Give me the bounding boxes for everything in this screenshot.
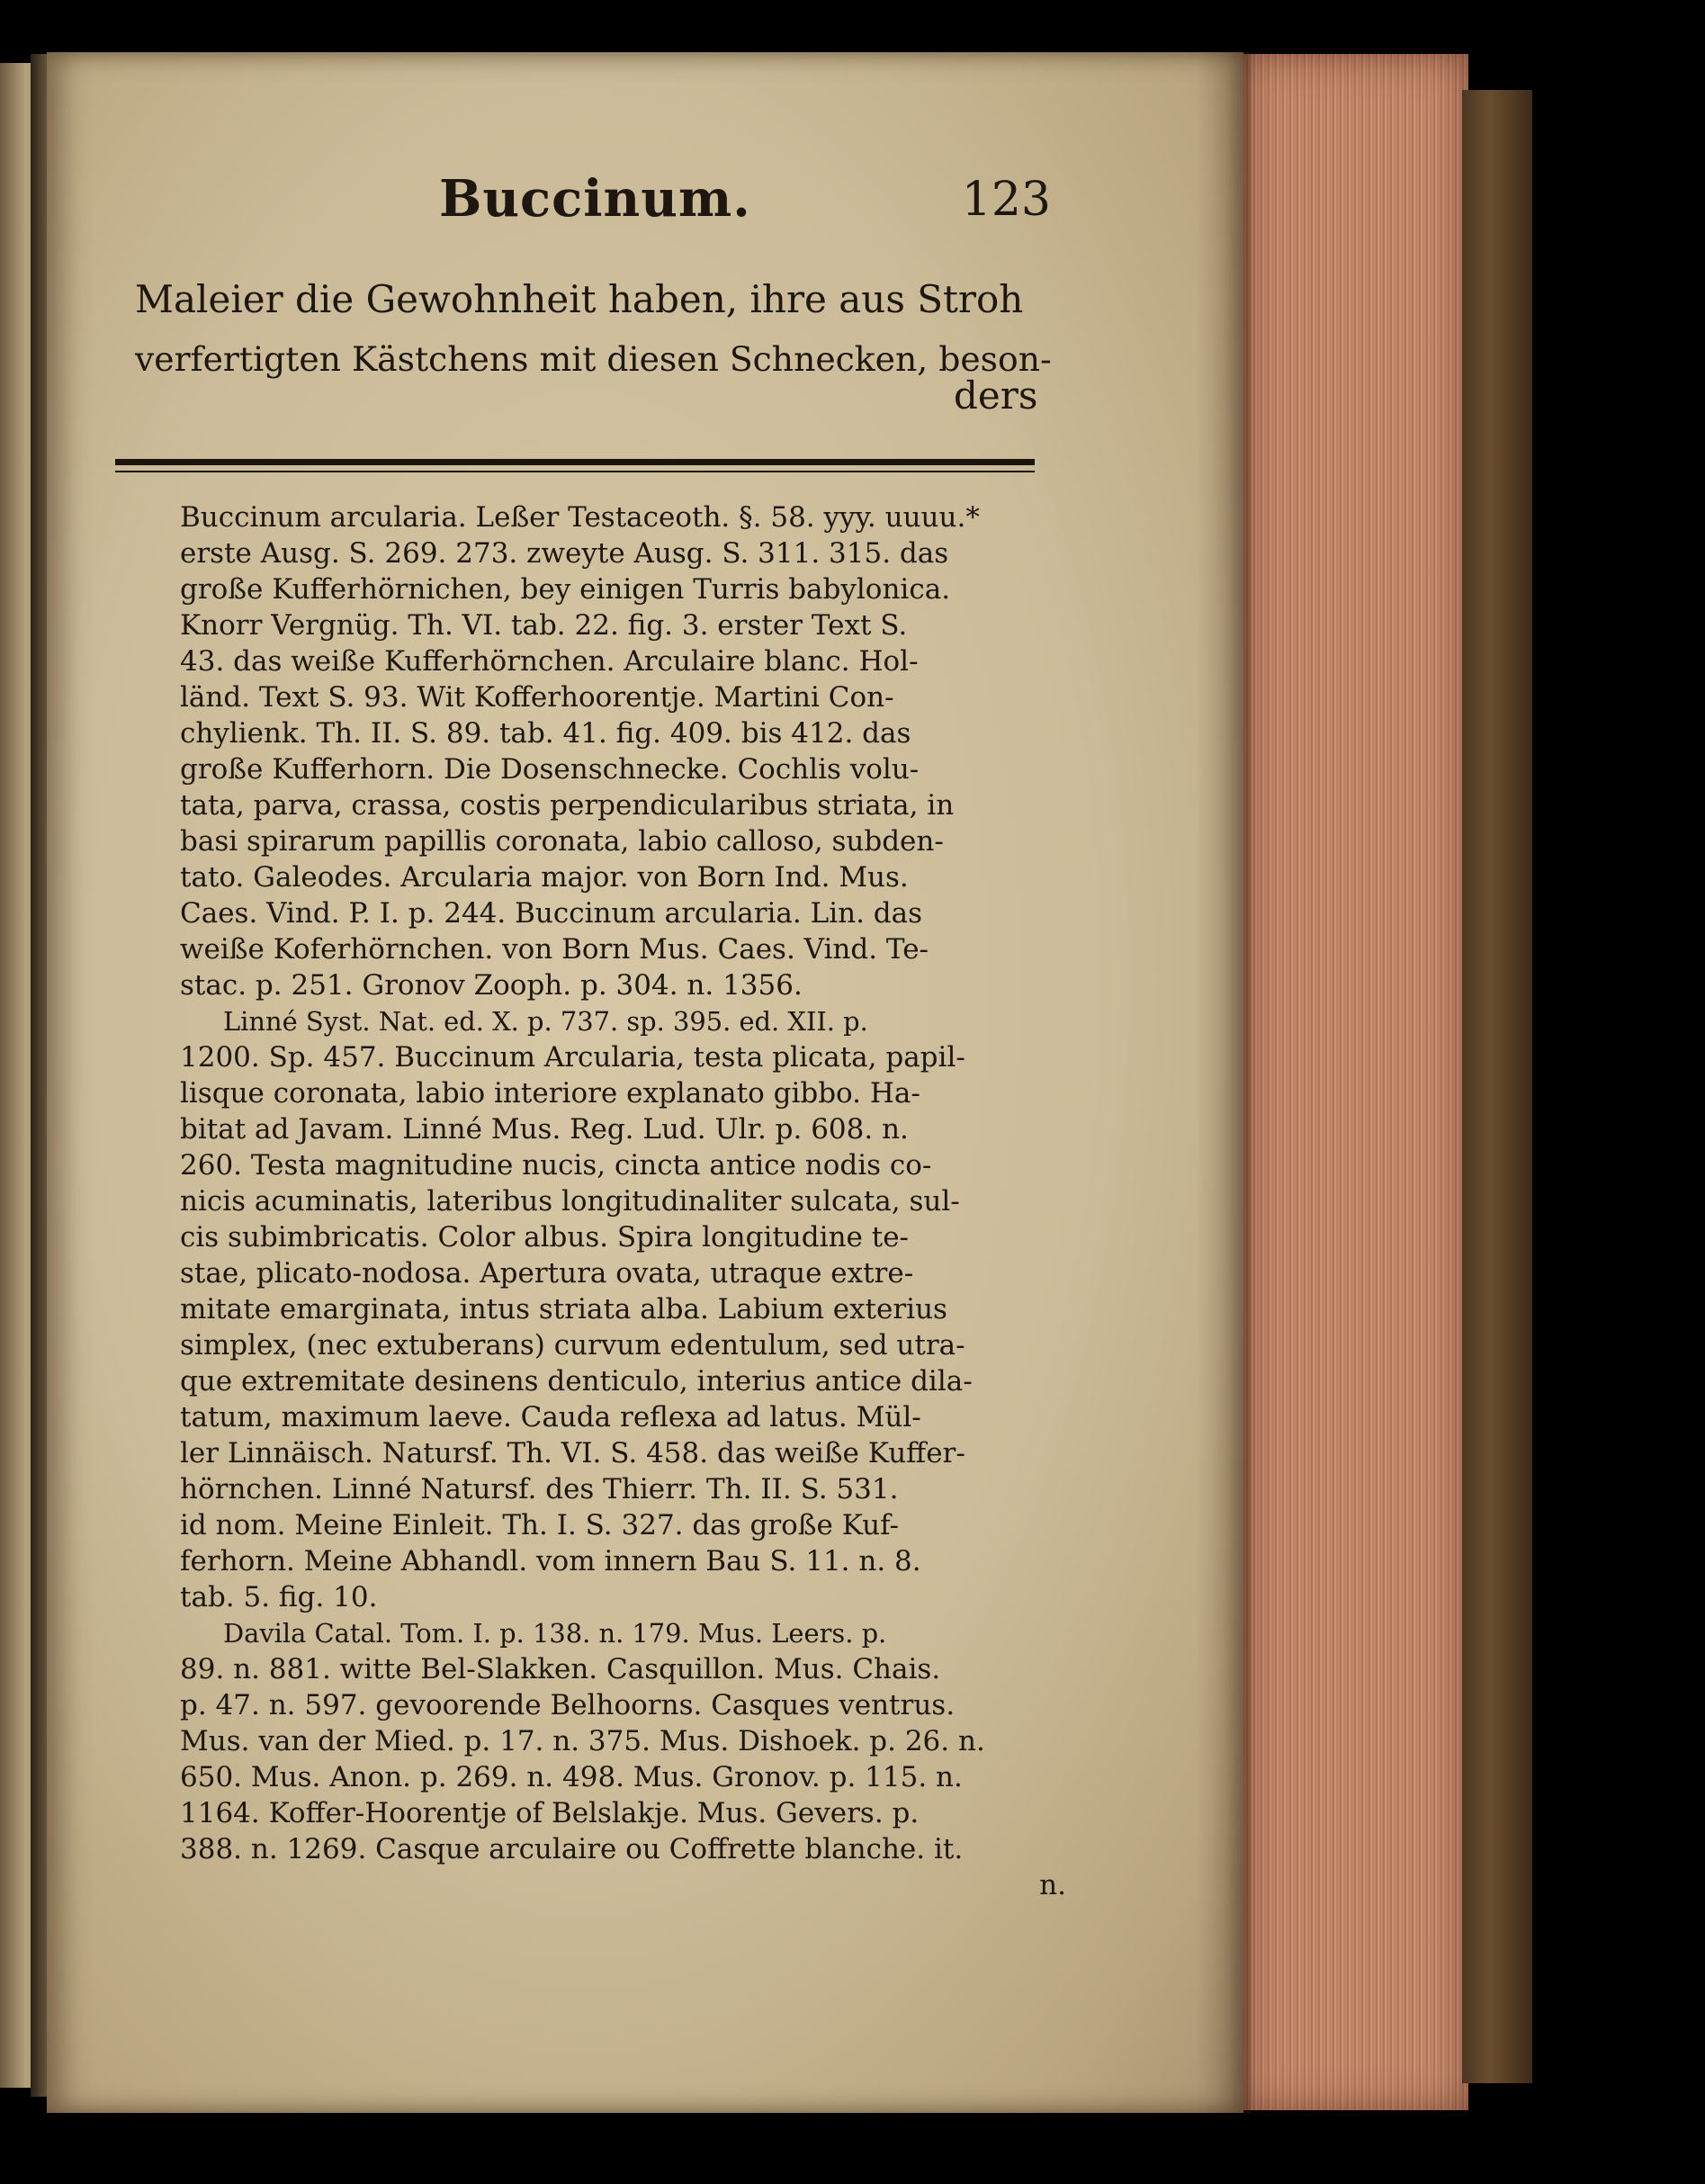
footnote-line: ferhorn. Meine Abhandl. vom innern Bau S. 11. n. 8. [180,1545,921,1577]
footnote-line: 1164. Koffer-Hoorentje of Belslakje. Mus. Gevers. p. [180,1797,920,1829]
footnote-line: 650. Mus. Anon. p. 269. n. 498. Mus. Gronov. p. 115. n. [180,1761,963,1793]
footnote-line: Buccinum arcularia. Leßer Testaceoth. §. 58. yyy. uuuu.* [180,501,980,534]
footnote-rule [115,459,1035,465]
footnote-line: hörnchen. Linné Natursf. des Thierr. Th. II. S. 531. [180,1473,899,1505]
footnote [180,499,1066,1903]
footnote-line: chylienk. Th. II. S. 89. tab. 41. fig. 409. bis 412. das [180,717,911,750]
footnote-line: bitat ad Javam. Linné Mus. Reg. Lud. Ulr. p. 608. n. [180,1113,909,1146]
page-number: 123 [961,173,1051,227]
footnote-line: Mus. van der Mied. p. 17. n. 375. Mus. Dishoek. p. 26. n. [180,1725,985,1757]
footnote-line: 1200. Sp. 457. Buccinum Arcularia, testa plicata, papil- [180,1041,965,1074]
footnote-line: 260. Testa magnitudine nucis, cincta antice nodis co- [180,1149,932,1182]
footnote-line: erste Ausg. S. 269. 273. zweyte Ausg. S. 311. 315. das [180,537,949,570]
footnote-line: 89. n. 881. witte Bel-Slakken. Casquillon. Mus. Chais. [180,1653,941,1685]
footnote-line: 388. n. 1269. Casque arculaire ou Coffrette blanche. it. [180,1833,964,1865]
footnote-line: id nom. Meine Einleit. Th. I. S. 327. das große Kuf- [180,1509,899,1541]
footnote-line: lisque coronata, labio interiore explanato gibbo. Ha- [180,1077,920,1110]
footnote-line: 43. das weiße Kufferhörnchen. Arculaire blanc. Hol- [180,645,919,678]
footnote-line: basi spirarum papillis coronata, labio calloso, subden- [180,825,944,858]
book-cover [1462,90,1532,2083]
footnote-line: weiße Koferhörnchen. von Born Mus. Caes. Vind. Te- [180,933,929,966]
catchword: ders [954,373,1038,418]
footnote-line: cis subimbricatis. Color albus. Spira longitudine te- [180,1221,910,1254]
footnote-line: tata, parva, crassa, costis perpendicularibus striata, in [180,789,955,822]
footnote-line: ler Linnäisch. Natursf. Th. VI. S. 458. das weiße Kuffer- [180,1437,965,1469]
footnote-line: stae, plicato-nodosa. Apertura ovata, utraque extre- [180,1257,914,1290]
running-head-title: Buccinum. [439,169,751,229]
footnote-line: Caes. Vind. P. I. p. 244. Buccinum arcularia. Lin. das [180,897,923,930]
footnote-line: p. 47. n. 597. gevoorende Belhoorns. Casques ventrus. [180,1689,956,1721]
footnote-line: Linné Syst. Nat. ed. X. p. 737. sp. 395. ed. XII. p. [223,1006,868,1037]
footnote-catchword: n. [1039,1869,1066,1901]
footnote-line: tab. 5. fig. 10. [180,1581,378,1613]
footnote-line: Knorr Vergnüg. Th. VI. tab. 22. fig. 3. erster Text S. [180,609,908,642]
footnote-line: mitate emarginata, intus striata alba. Labium exterius [180,1293,947,1326]
page-edges-stack [1243,54,1468,2110]
footnote-line: große Kufferhörnichen, bey einigen Turris babylonica. [180,573,951,606]
footnote-line: tatum, maximum laeve. Cauda reflexa ad latus. Mül- [180,1401,921,1434]
footnote-line: Davila Catal. Tom. I. p. 138. n. 179. Mus. Leers. p. [223,1618,887,1649]
footnote-line: tato. Galeodes. Arcularia major. von Born Ind. Mus. [180,861,909,894]
footnote-line: große Kufferhorn. Die Dosenschnecke. Cochlis volu- [180,753,920,786]
footnote-line: nicis acuminatis, lateribus longitudinaliter sulcata, sul- [180,1185,960,1218]
main-text-line: verfertigten Kästchens mit diesen Schnecken, beson- [135,339,1052,379]
footnote-rule-thin [115,471,1035,472]
footnote-line: stac. p. 251. Gronov Zooph. p. 304. n. 1356. [180,969,803,1002]
footnote-line: que extremitate desinens denticulo, interius antice dila- [180,1365,973,1398]
running-head [439,169,1051,241]
page-edge-shadow [1197,52,1251,2113]
footnote-line: simplex, (nec extuberans) curvum edentulum, sed utra- [180,1329,965,1362]
main-text-line: Maleier die Gewohnheit haben, ihre aus Stroh [135,277,1024,321]
footnote-line: länd. Text S. 93. Wit Kofferhoorentje. Martini Con- [180,681,894,714]
main-text [135,270,1071,389]
